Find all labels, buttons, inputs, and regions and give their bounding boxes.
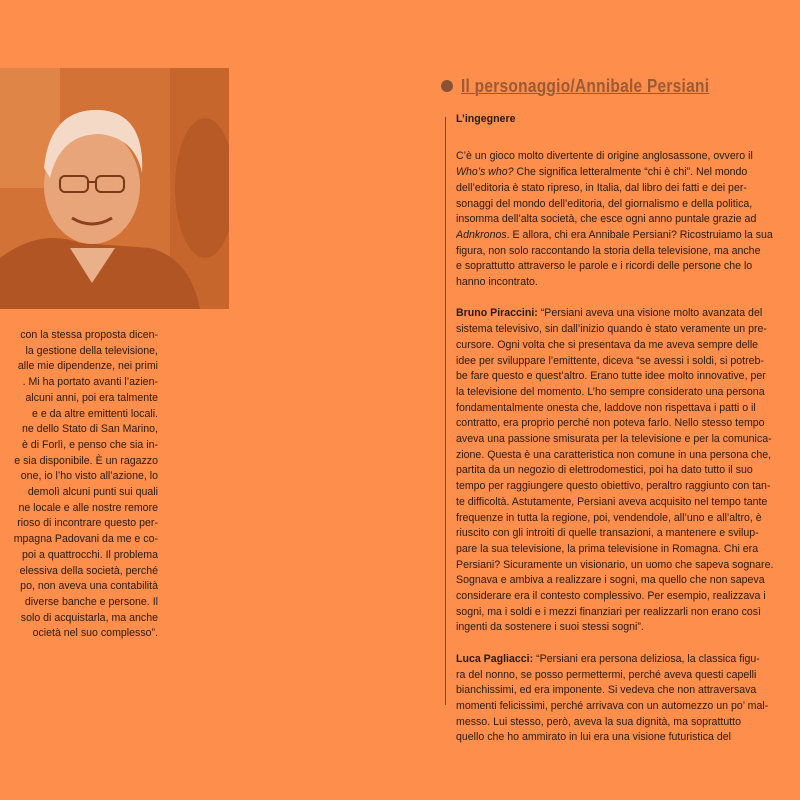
portrait-photo [0,68,229,309]
intro-line [456,228,800,244]
speaker-name: Luca Pagliacci: [456,652,534,665]
portrait-photo-icon [0,68,229,309]
quote-line: sistema televisivo, sin dall’inizio quando è stato veramente un pre- [456,323,767,336]
intro-line: hanno incontrato. [456,276,538,289]
quote-line [456,306,800,322]
left-line: elessiva della società, perché [19,564,158,577]
intro-line: dell’editoria è stato ripreso, in Italia, dal libro dei fatti e dei per- [456,181,747,194]
italic-text: Who’s who? [456,166,514,179]
text-run: Che significa letteralmente “chi è chi”. Nel mondo [513,166,748,179]
text-run: “Persiani era persona deliziosa, la classica figu- [533,652,760,665]
quote-line: fondamentalmente onesta che, laddove non rispettava i patti o il [456,401,756,414]
quote-line: te difficoltà. Astutamente, Persiani aveva acquisito nel tempo tante [456,495,768,508]
left-line: mpagna Padovani da me e co- [13,533,158,546]
left-line: po, non aveva una contabilità [20,580,158,593]
quote-line: messo. Lui stesso, però, aveva la sua dignità, ma soprattutto [456,715,742,728]
quote-line: contratto, era proprio perché non poteva farlo. Nello stesso tempo [456,417,765,430]
pagliacci-paragraph [456,652,800,746]
page-header [441,74,750,98]
left-line: demolì alcuni punti sui quali [27,486,158,499]
quote-line: ra del nonno, se posso permettermi, perché aveva questi capelli [456,668,757,681]
quote-line: la televisione del momento. L’ho sempre considerato una persona [456,385,765,398]
text-run: . E allora, chi era Annibale Persiani? Ricostruiamo la sua [506,228,773,241]
quote-line: tempo per raggiungere questo obiettivo, peraltro raggiunto con tan- [456,480,771,493]
quote-line: idee per sviluppare l’emittente, diceva “se avessi i soldi, si potreb- [456,354,764,367]
quote-line: be fare questo e quest’altro. Erano tutte idee molto innovative, per [456,370,766,383]
quote-line [456,652,800,668]
quote-line: Sognava e ambiva a realizzare i sogni, ma quello che non sapeva [456,574,765,587]
quote-line: aveva una passione smisurata per la televisione e per la comunica- [456,433,772,446]
text-run: “Persiani aveva una visione molto avanzata del [537,307,763,320]
left-column-text [0,328,158,642]
quote-line: quello che ho ammirato in lui era una visione futuristica del [456,731,731,744]
intro-line: sonaggi del mondo dell’editoria, del giornalismo e della politica, [456,197,753,210]
quote-line: bianchissimi, ed era imponente. Si vedeva che non attraversava [456,684,757,697]
quote-line: ingenti da sostenere i suoi stessi sogni”. [456,621,644,634]
quote-line: sogni, ma i soldi e i mezzi finanziari per realizzarli non erano così [456,605,761,618]
intro-line: insomma dell’alta società, che esce ogni anno puntale grazie ad [456,213,757,226]
intro-line: C’è un gioco molto divertente di origine anglosassone, ovvero il [456,150,753,163]
quote-line: cursore. Ogni volta che si presentava da me aveva sempre delle [456,338,759,351]
page-title: Il personaggio/Annibale Persiani [461,75,710,96]
bullet-icon [441,80,453,92]
left-line: . Mi ha portato avanti l’azien- [22,376,158,389]
left-line: è di Forlì, e penso che sia in- [21,438,158,451]
left-line: ne locale e alle nostre remore [18,501,158,514]
italic-text: Adnkronos [456,228,507,241]
left-line: diverse banche e persone. Il [24,595,158,608]
quote-line: pare la sua televisione, la prima televisione in Romagna. Chi era [456,542,759,555]
quote-line: considerare era il contesto complessivo. Per esempio, realizzava i [456,590,766,603]
vertical-rule [445,117,446,705]
left-line: ne dello Stato di San Marino, [21,423,158,436]
intro-line [456,165,800,181]
left-line: alle mie dipendenze, nei primi [17,360,158,373]
quote-line: riuscito con gli introiti di quelle transazioni, a mantenere e svilup- [456,527,759,540]
quote-line: partita da un negozio di elettrodomestici, poi ha dato tutto il suo [456,464,753,477]
left-line: e sia disponibile. È un ragazzo [14,454,158,467]
left-line: solo di acquistarla, ma anche [20,611,158,624]
quote-line: Persiani? Sicuramente un visionario, un uomo che sapeva sognare. [456,558,774,571]
left-line: ocietà nel suo complesso”. [32,627,158,640]
left-line: alcuni anni, poi era talmente [25,391,158,404]
quote-line: zione. Questa è una caratteristica non comune in una persona che, [456,448,772,461]
left-line: con la stessa proposta dicen- [20,329,158,341]
left-line: one, io l’ho visto all’azione, lo [20,470,158,483]
right-column-text [456,112,800,746]
left-line: e e da altre emittenti locali. [31,407,158,420]
left-line: poi a quattrocchi. Il problema [21,548,158,561]
piraccini-paragraph [456,306,800,636]
quote-line: momenti felicissimi, perché arrivava con un automezzo un po’ mal- [456,699,769,712]
intro-paragraph [456,149,800,290]
intro-line: e soprattutto attraverso le parole e i ricordi delle persone che lo [456,260,753,273]
speaker-name: Bruno Piraccini: [456,307,538,320]
intro-line: figura, non solo raccontando la storia della televisione, ma anche [456,244,761,257]
left-line: la gestione della televisione, [25,344,158,357]
section-title: L’ingegnere [456,113,516,125]
quote-line: frequenze in tutta la regione, poi, vendendole, all’uno e all’altro, è [456,511,762,524]
left-line: rioso di incontrare questo per- [17,517,158,530]
